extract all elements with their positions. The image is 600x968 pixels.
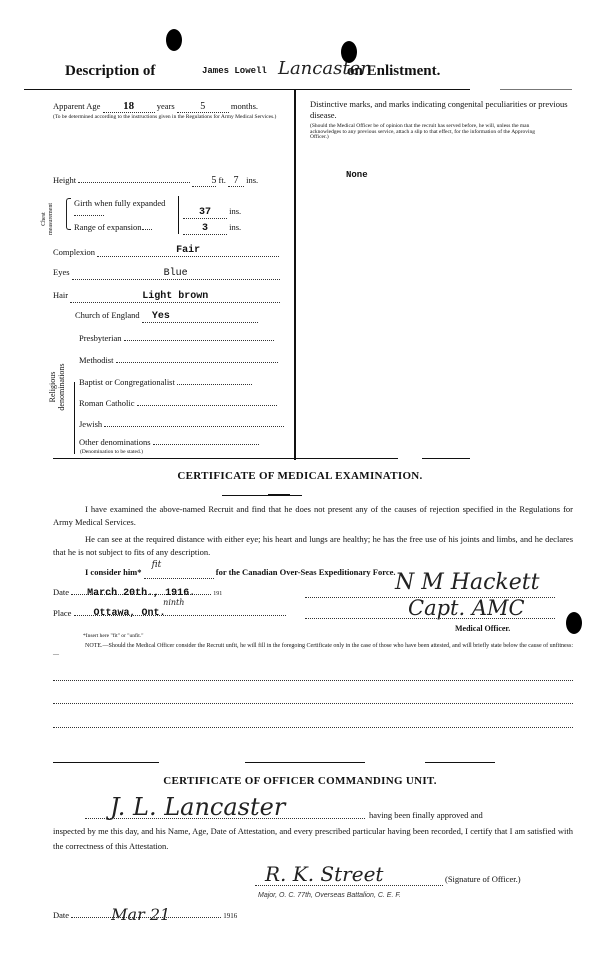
age-years-value: 18 [123,100,135,112]
section-rule [53,762,159,763]
religion-item: Methodist [79,355,278,365]
recruit-signature: J. L. Lancaster [110,793,286,821]
marks-note: (Should the Medical Officer be of opinion that the recruit has served before, he will, unless the man acknowledges to any previous service, attach a slip to that effect, for the information of the Approving Officer.) [310,123,536,140]
medical-date-correction: ninth [163,598,185,607]
religion-item: Other denominations [79,437,259,447]
religion-value: Yes [151,311,170,322]
fit-value: fit [151,560,162,570]
section-rule [425,762,495,763]
religion-side-label: Religious denominations [48,363,66,411]
medical-place-row: Place Ottawa, Ont. [53,608,286,618]
approved-text: having been finally approved and [369,810,483,820]
column-divider [294,90,296,460]
hair-row: Hair Light brown [53,290,280,303]
section-rule [53,458,398,459]
title-left: Description of [65,63,156,79]
recruit-name-typed: James Lowell [202,66,267,76]
religion-bracket [74,382,75,454]
complexion-value: Fair [176,245,201,256]
complexion-row: Complexion Fair [53,244,289,257]
medical-date-row: Date March 20th., 1916. ninth 191 [53,587,223,607]
medical-heading-rule [222,495,302,496]
section-rule-right [422,458,470,459]
medical-para-1: I have examined the above-named Recruit and find that he does not present any of the causes of rejection specified in the Regulations for Army Medical Services. [53,504,573,527]
medical-para-2: He can see at the required distance with either eye; his heart and lungs are healthy; he has the free use of his joints and limbs, and he declares that he is not subject to fits of any description. [53,534,573,557]
unfitness-line[interactable] [53,703,573,704]
hair-value: Light brown [142,291,209,302]
unfitness-line[interactable] [53,727,573,728]
religion-other-note: (Denomination to be stated.) [80,449,143,455]
girth-value-row: 37 ins. [183,206,241,219]
chest-divider [178,196,179,234]
expansion-value-row: 3 ins. [183,222,241,235]
punch-hole [566,612,582,634]
recruit-surname-signature: Lancaster [278,58,369,79]
medical-place-value: Ottawa, Ont. [93,608,166,619]
signature-of-officer-label: (Signature of Officer.) [445,874,521,884]
marks-heading: Distinctive marks, and marks indicating congenital peculiarities or previous disease. [310,99,568,120]
commanding-heading: CERTIFICATE OF OFFICER COMMANDING UNIT. [163,775,437,787]
religion-item: Jewish [79,419,284,429]
commanding-officer-signature: R. K. Street [265,862,384,886]
commanding-date-row: Date Mar 21 1916 [53,905,238,924]
age-note: (To be determined according to the instructions given in the Regulations for Army Medical Services.) [53,114,277,120]
chest-side-label: Chest measurement [41,203,54,235]
expansion-label: Range of expansion [74,222,152,232]
medical-officer-title: Medical Officer. [455,624,511,633]
commanding-signature-line [255,885,443,886]
section-rule [245,762,365,763]
height-in-value: 7 [233,175,239,186]
eyes-row: Eyes Blue [53,267,280,280]
expansion-value: 3 [201,223,208,234]
recruit-signature-line [85,818,365,819]
consider-row: I consider him* fit for the Canadian Over-Seas Expeditionary Force. [85,560,396,577]
height-ft-value: 5 [211,175,217,186]
religion-item: Presbyterian [79,333,274,343]
medical-note: NOTE.—Should the Medical Officer consider the Recruit unfit, he will fill in the foregoing Certificate only in the case of those who have been attested, and will briefly state below the cause of unfitness:— [53,643,573,658]
religion-item: Roman Catholic [79,398,277,408]
medical-officer-rank: Capt. AMC [408,596,525,620]
header-rule-right [500,89,572,90]
medical-officer-signature: N M Hackett [395,570,540,595]
eyes-value: Blue [163,268,188,279]
girth-label: Girth when fully expanded [74,198,174,218]
punch-hole [166,29,182,51]
commanding-para: inspected by me this day, and his Name, Age, Date of Attestation, and every prescribed particular having been recorded, I certify that I am satisfied with the correctness of this Attestation. [53,826,573,851]
chest-brace [66,198,71,230]
medical-date-value: March 20th., 1916. [87,588,196,599]
commanding-date-year: 1916 [223,912,238,920]
commanding-date-value: Mar 21 [111,905,171,924]
header-rule [24,89,470,90]
medical-heading: CERTIFICATE OF MEDICAL EXAMINATION. [177,470,423,482]
unfitness-line[interactable] [53,680,573,681]
girth-value: 37 [198,207,211,218]
marks-value: None [346,170,368,180]
apparent-age-row: Apparent Age 18 years 5 months. [53,100,259,112]
title-right: on Enlistment. [347,63,441,79]
age-months-value: 5 [200,101,206,112]
commanding-officer-stamp: Major, O. C. 77th, Overseas Battalion, C. E. F. [258,892,401,899]
medical-footnote: *Insert here "fit" or "unfit." [83,633,144,639]
height-row: Height 5 ft. 7 ins. [53,175,259,186]
medical-heading-rule-thick [268,494,290,496]
religion-item: Church of England Yes [75,310,258,323]
religion-item: Baptist or Congregationalist [79,377,252,387]
